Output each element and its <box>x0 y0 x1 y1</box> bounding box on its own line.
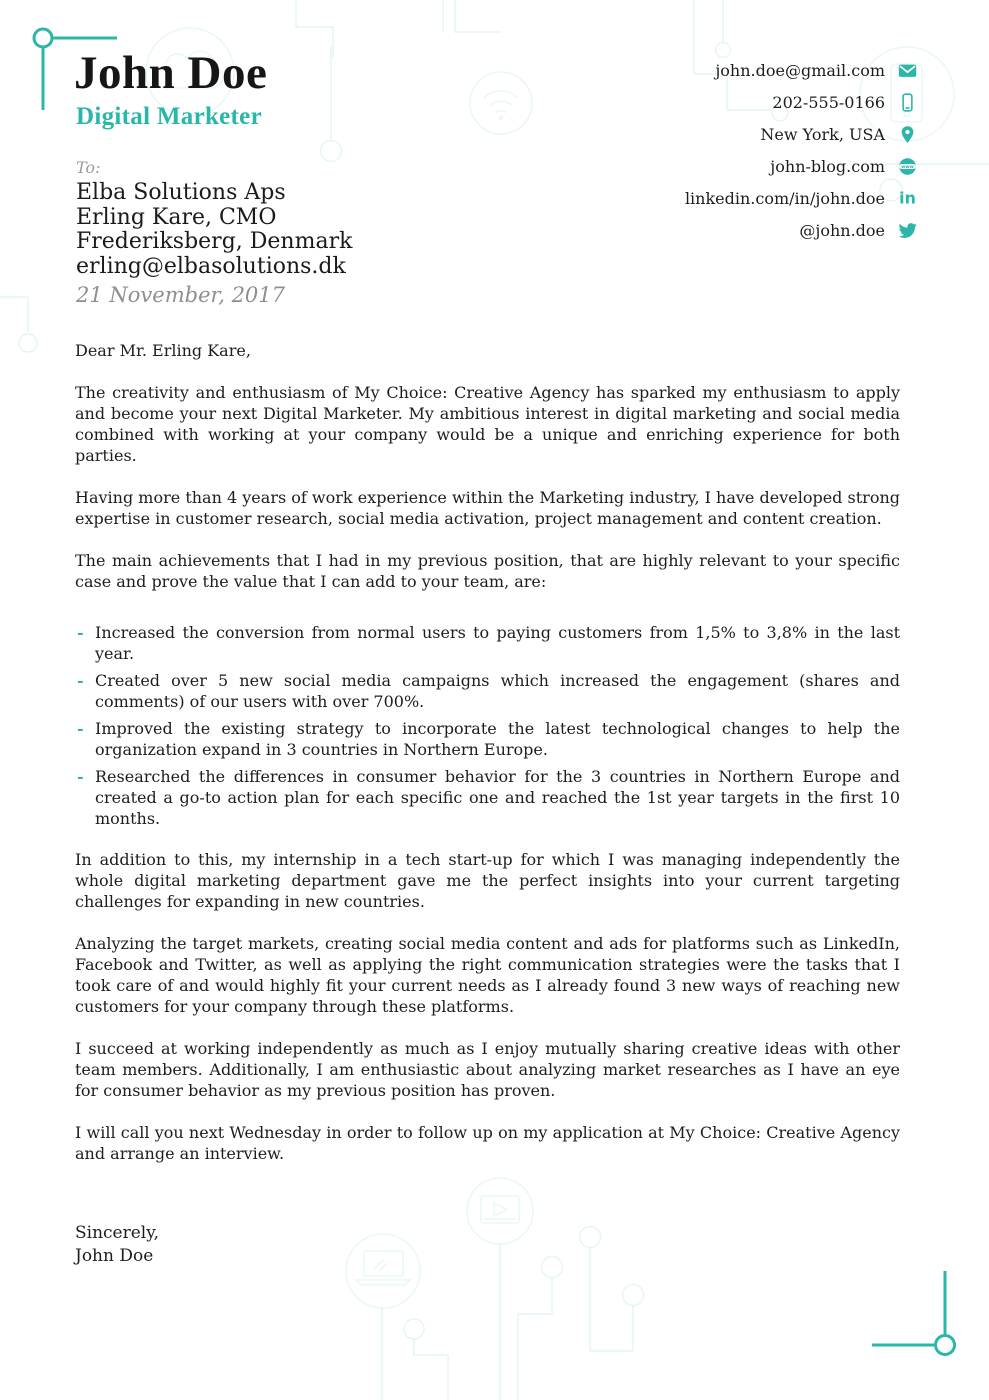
letter-paragraph: Analyzing the target markets, creating social media content and ads for platforms such as LinkedIn, Facebook and Twitter, as well as applying the right communication strategies were the tasks that I took care of and would highly fit your current needs as I already found 3 new ways of reaching new customers for your company through these platforms. <box>75 934 900 1016</box>
achievement-text: Researched the differences in consumer behavior for the 3 countries in Northern Europe and created a go-to action plan for each specific one and reached the 1st year targets in the first 10 months. <box>95 767 900 828</box>
candidate-job-title: Digital Marketer <box>76 103 262 130</box>
recipient-block <box>76 160 352 308</box>
achievement-item <box>75 622 900 664</box>
contact-row-email[interactable] <box>715 61 917 80</box>
wifi-watermark-icon <box>470 72 532 134</box>
bullet-dash-icon: - <box>77 767 84 786</box>
letter-body <box>75 340 900 1268</box>
contact-label: 202-555-0166 <box>772 93 885 112</box>
contact-label: New York, USA <box>760 125 885 144</box>
twitter-icon <box>898 221 917 240</box>
contact-label: linkedin.com/in/john.doe <box>684 189 885 208</box>
achievement-text: Increased the conversion from normal users to paying customers from 1,5% to 3,8% in the last year. <box>95 623 900 663</box>
candidate-name: John Doe <box>74 47 268 99</box>
contact-label: john.doe@gmail.com <box>715 61 885 80</box>
achievement-item <box>75 718 900 760</box>
signature-name: John Doe <box>75 1246 154 1266</box>
signature-block <box>75 1222 900 1268</box>
closing-paragraphs <box>75 849 900 1164</box>
recipient-line: erling@elbasolutions.dk <box>76 253 346 279</box>
letter-paragraph: I will call you next Wednesday in order to follow up on my application at My Choice: Creative Agency and arrange an interview. <box>75 1123 900 1163</box>
signoff: Sincerely, <box>75 1223 159 1243</box>
salutation: Dear Mr. Erling Kare, <box>75 341 251 360</box>
email-icon <box>898 61 917 80</box>
phone-icon <box>898 93 917 112</box>
letter-date: 21 November, 2017 <box>76 283 286 307</box>
contact-row-location <box>760 125 917 144</box>
bullet-dash-icon: - <box>77 719 84 738</box>
letter-paragraph: In addition to this, my internship in a tech start-up for which I was managing independently the whole digital marketing department gave me the perfect insights into your current targeting challenges for expanding in new countries. <box>75 850 900 911</box>
intro-paragraphs <box>75 382 900 592</box>
recipient-line: Frederiksberg, Denmark <box>76 229 353 254</box>
contact-row-website[interactable] <box>770 157 917 176</box>
letter-paragraph: I succeed at working independently as much as I enjoy mutually sharing creative ideas with other team members. Additionally, I am enthusiastic about analyzing market researches as I have an eye for consumer behavior as my previous position has proven. <box>75 1039 900 1100</box>
achievement-item <box>75 766 900 829</box>
linkedin-icon <box>898 189 917 208</box>
achievement-text: Created over 5 new social media campaigns which increased the engagement (shares and comments) of our users with over 700%. <box>95 671 900 711</box>
recipient-lines <box>76 181 352 279</box>
location-icon <box>898 125 917 144</box>
achievement-item <box>75 670 900 712</box>
contact-row-linkedin[interactable] <box>685 189 917 208</box>
contact-row-phone <box>772 93 917 112</box>
svg-text:in: in <box>899 189 916 208</box>
contact-row-twitter[interactable] <box>799 221 917 240</box>
recipient-line: Elba Solutions Aps <box>76 180 286 205</box>
bottom-right-corner-ornament <box>872 1271 955 1355</box>
svg-text:www: www <box>901 165 914 171</box>
contact-info-list <box>685 61 917 240</box>
achievement-text: Improved the existing strategy to incorporate the latest technological changes to help the organization expand in 3 countries in Northern Europe. <box>95 719 900 759</box>
to-label: To: <box>76 158 101 177</box>
contact-label: @john.doe <box>799 221 885 240</box>
recipient-line: Erling Kare, CMO <box>76 204 277 230</box>
letter-paragraph: Having more than 4 years of work experience within the Marketing industry, I have developed strong expertise in customer research, social media activation, project management and content creation. <box>75 488 900 528</box>
contact-label: john-blog.com <box>770 157 885 176</box>
bullet-dash-icon: - <box>77 623 84 642</box>
letter-paragraph: The main achievements that I had in my previous position, that are highly relevant to your specific case and prove the value that I can add to your team, are: <box>75 551 900 591</box>
achievements-list <box>75 622 900 829</box>
website-icon <box>898 157 917 176</box>
letter-paragraph: The creativity and enthusiasm of My Choice: Creative Agency has sparked my enthusiasm to apply and become your next Digital Marketer. My ambitious interest in digital marketing and social media combined with working at your company would be a unique and enriching experience for both parties. <box>75 383 900 465</box>
bullet-dash-icon: - <box>77 671 84 690</box>
